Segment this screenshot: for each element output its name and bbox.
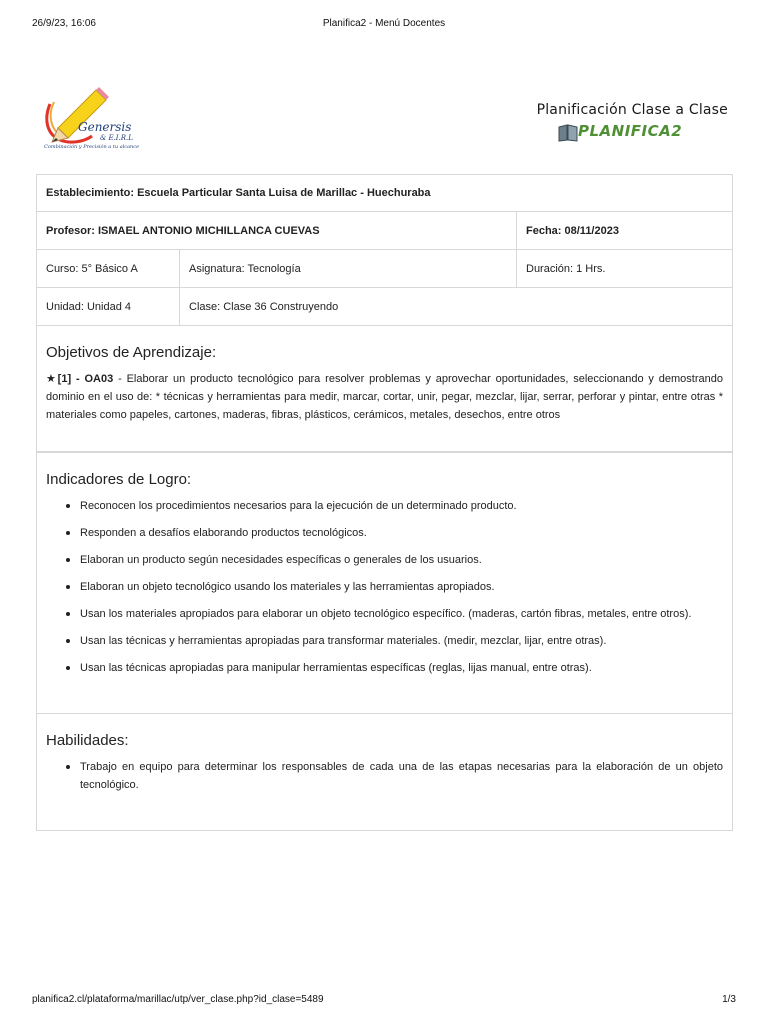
planifica-brand: PLANIFICA2 (578, 122, 683, 140)
planifica-title: Planificación Clase a Clase (536, 102, 728, 118)
list-item: Usan las técnicas apropiadas para manipular herramientas específicas (reglas, lijas manual, entre otras). (46, 659, 723, 677)
list-item: Usan las técnicas y herramientas apropiadas para transformar materiales. (medir, mezclar, lijar, entre otras). (46, 632, 723, 650)
habilidades-heading: Habilidades: (46, 732, 129, 749)
book-icon (558, 124, 578, 142)
print-url: planifica2.cl/plataforma/marillac/utp/ver_clase.php?id_clase=5489 (32, 994, 324, 1005)
list-item: Reconocen los procedimientos necesarios para la ejecución de un determinado producto. (46, 497, 723, 515)
curso: Curso: 5° Básico A (36, 250, 180, 287)
info-row-profesor (36, 212, 733, 250)
info-row-establecimiento (36, 174, 733, 212)
list-item: Trabajo en equipo para determinar los responsables de cada una de las etapas necesarias para la elaboración de un objeto tecnológico. (46, 758, 723, 794)
class-info-table (36, 174, 733, 326)
habilidades-section (36, 713, 733, 831)
genersis-name: Genersis (78, 120, 132, 134)
print-header (32, 18, 736, 32)
objetivos-heading: Objetivos de Aprendizaje: (46, 344, 217, 361)
info-row-unidad (36, 288, 733, 326)
fecha: Fecha: 08/11/2023 (517, 212, 733, 249)
duracion: Duración: 1 Hrs. (517, 250, 733, 287)
habilidades-list (46, 758, 723, 794)
indicadores-list (46, 497, 723, 677)
objetivos-section (36, 326, 733, 452)
genersis-tagline: Combinación y Precisión a tu alcance (44, 144, 140, 150)
list-item: Responden a desafíos elaborando productos tecnológicos. (46, 524, 723, 542)
objetivo-text: - Elaborar un producto tecnológico para resolver problemas y aprovechar oportunidades, seleccionando y demostrando dominio en el uso de: * técnicas y herramientas para medir, marcar, cortar, unir, pegar, mezclar, lijar, serrar, perforar y pintar, entre otras * materiales como papeles, cartones, maderas, fibras, plásticos, cerámicos, metales, desechos, entre otros (46, 373, 723, 421)
asignatura: Asignatura: Tecnología (180, 250, 517, 287)
list-item: Elaboran un objeto tecnológico usando los materiales y las herramientas apropiados. (46, 578, 723, 596)
info-row-curso (36, 250, 733, 288)
objetivo-item (46, 370, 723, 424)
clase: Clase: Clase 36 Construyendo (180, 288, 733, 325)
genersis-sub: & E.I.R.L (100, 134, 133, 142)
print-datetime: 26/9/23, 16:06 (32, 18, 96, 29)
planifica2-logo (536, 102, 730, 148)
genersis-logo (40, 84, 142, 156)
profesor: Profesor: ISMAEL ANTONIO MICHILLANCA CUEVAS (36, 212, 517, 249)
objetivo-code: ★[1] - OA03 (46, 373, 114, 385)
print-page-count: 1/3 (722, 994, 736, 1005)
list-item: Elaboran un producto según necesidades específicas o generales de los usuarios. (46, 551, 723, 569)
indicadores-heading: Indicadores de Logro: (46, 471, 192, 488)
print-footer (32, 994, 736, 1008)
indicadores-section (36, 452, 733, 714)
establecimiento: Establecimiento: Escuela Particular Santa Luisa de Marillac - Huechuraba (36, 175, 733, 211)
print-page-title: Planifica2 - Menú Docentes (322, 18, 446, 29)
list-item: Usan los materiales apropiados para elaborar un objeto tecnológico específico. (maderas, cartón fibras, metales, entre otros). (46, 605, 723, 623)
unidad: Unidad: Unidad 4 (36, 288, 180, 325)
